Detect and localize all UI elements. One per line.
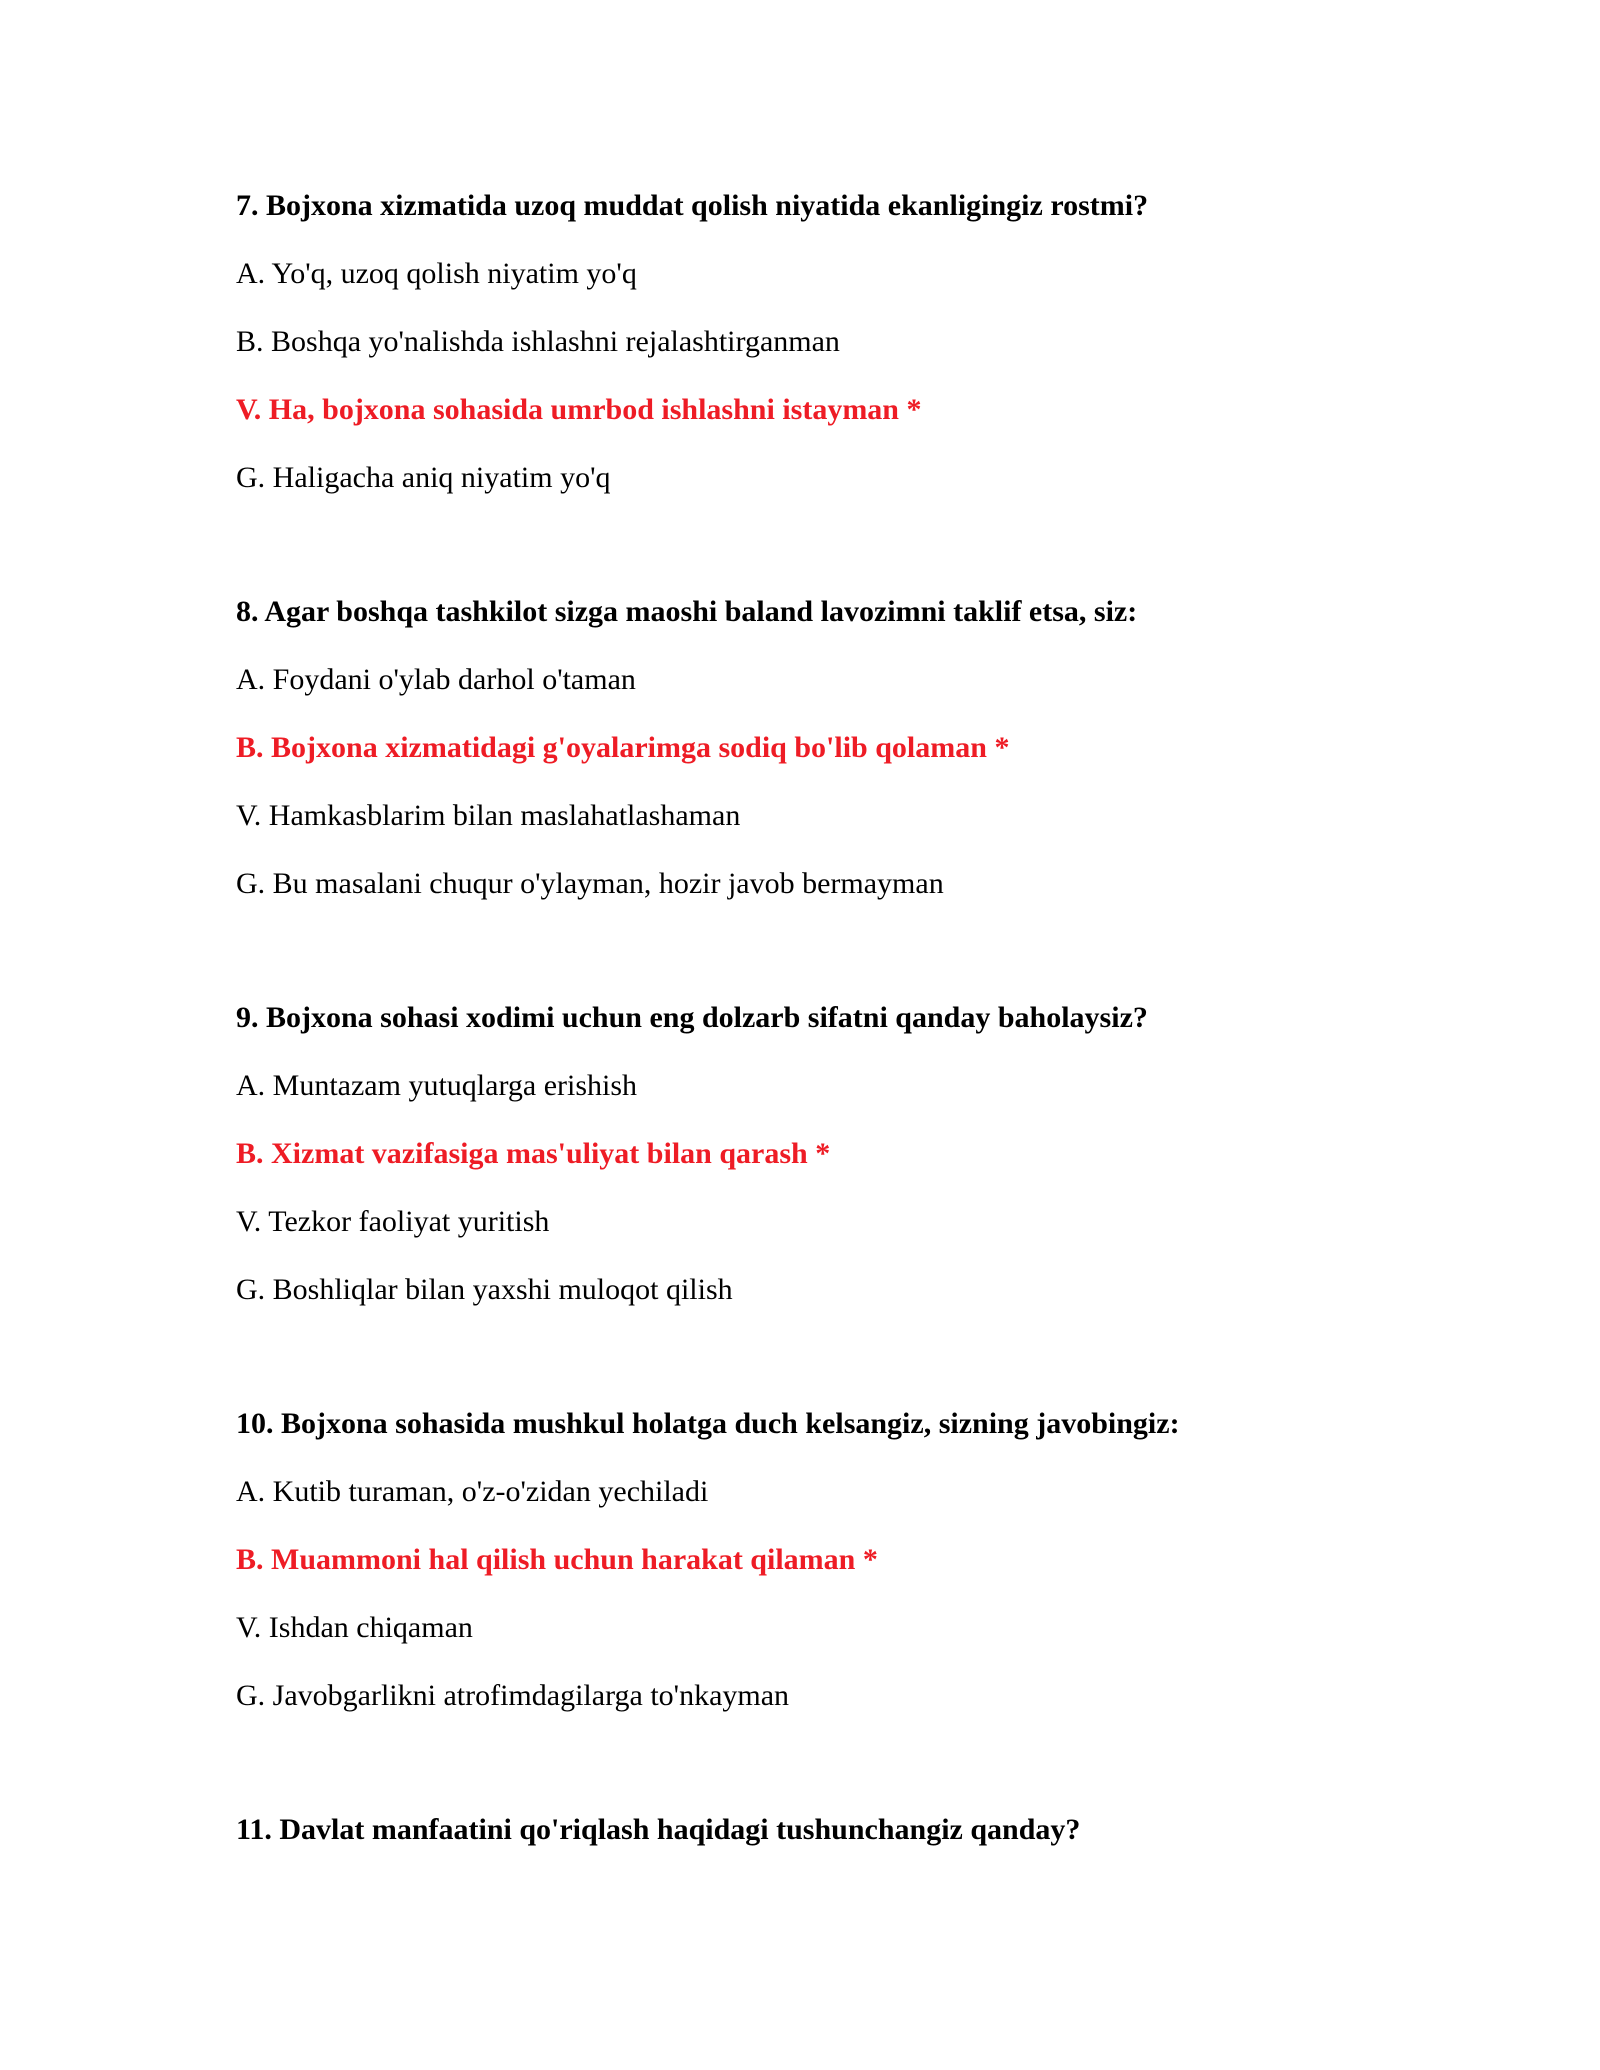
answer-option-b-correct: B. Bojxona xizmatidagi g'oyalarimga sodiq bo'lib qolaman * — [236, 731, 1010, 764]
answer-option-b-correct: B. Xizmat vazifasiga mas'uliyat bilan qarash * — [236, 1137, 831, 1170]
question-text: 9. Bojxona sohasi xodimi uchun eng dolzarb sifatni qanday baholaysiz? — [236, 1001, 1148, 1034]
answer-option-v: V. Hamkasblarim bilan maslahatlashaman — [236, 799, 741, 832]
answer-option-v: V. Ishdan chiqaman — [236, 1611, 473, 1644]
question-text: 10. Bojxona sohasida mushkul holatga duch kelsangiz, sizning javobingiz: — [236, 1407, 1180, 1440]
answer-option-v: V. Tezkor faoliyat yuritish — [236, 1205, 550, 1238]
answer-option-g: G. Bu masalani chuqur o'ylayman, hozir javob bermayman — [236, 867, 944, 900]
question-text: 7. Bojxona xizmatida uzoq muddat qolish niyatida ekanligingiz rostmi? — [236, 189, 1149, 222]
answer-option-a: A. Kutib turaman, o'z-o'zidan yechiladi — [236, 1475, 709, 1508]
answer-option-a: A. Foydani o'ylab darhol o'taman — [236, 663, 636, 696]
question-text: 8. Agar boshqa tashkilot sizga maoshi baland lavozimni taklif etsa, siz: — [236, 595, 1138, 628]
answer-option-g: G. Javobgarlikni atrofimdagilarga to'nkayman — [236, 1679, 790, 1712]
answer-option-g: G. Haligacha aniq niyatim yo'q — [236, 461, 611, 494]
answer-option-b: B. Boshqa yo'nalishda ishlashni rejalashtirganman — [236, 325, 840, 358]
answer-option-a: A. Muntazam yutuqlarga erishish — [236, 1069, 638, 1102]
answer-option-g: G. Boshliqlar bilan yaxshi muloqot qilish — [236, 1273, 733, 1306]
question-text: 11. Davlat manfaatini qo'riqlash haqidagi tushunchangiz qanday? — [236, 1813, 1081, 1846]
answer-option-v-correct: V. Ha, bojxona sohasida umrbod ishlashni istayman * — [236, 393, 922, 426]
answer-option-b-correct: B. Muammoni hal qilish uchun harakat qilaman * — [236, 1543, 878, 1576]
answer-option-a: A. Yo'q, uzoq qolish niyatim yo'q — [236, 257, 637, 290]
